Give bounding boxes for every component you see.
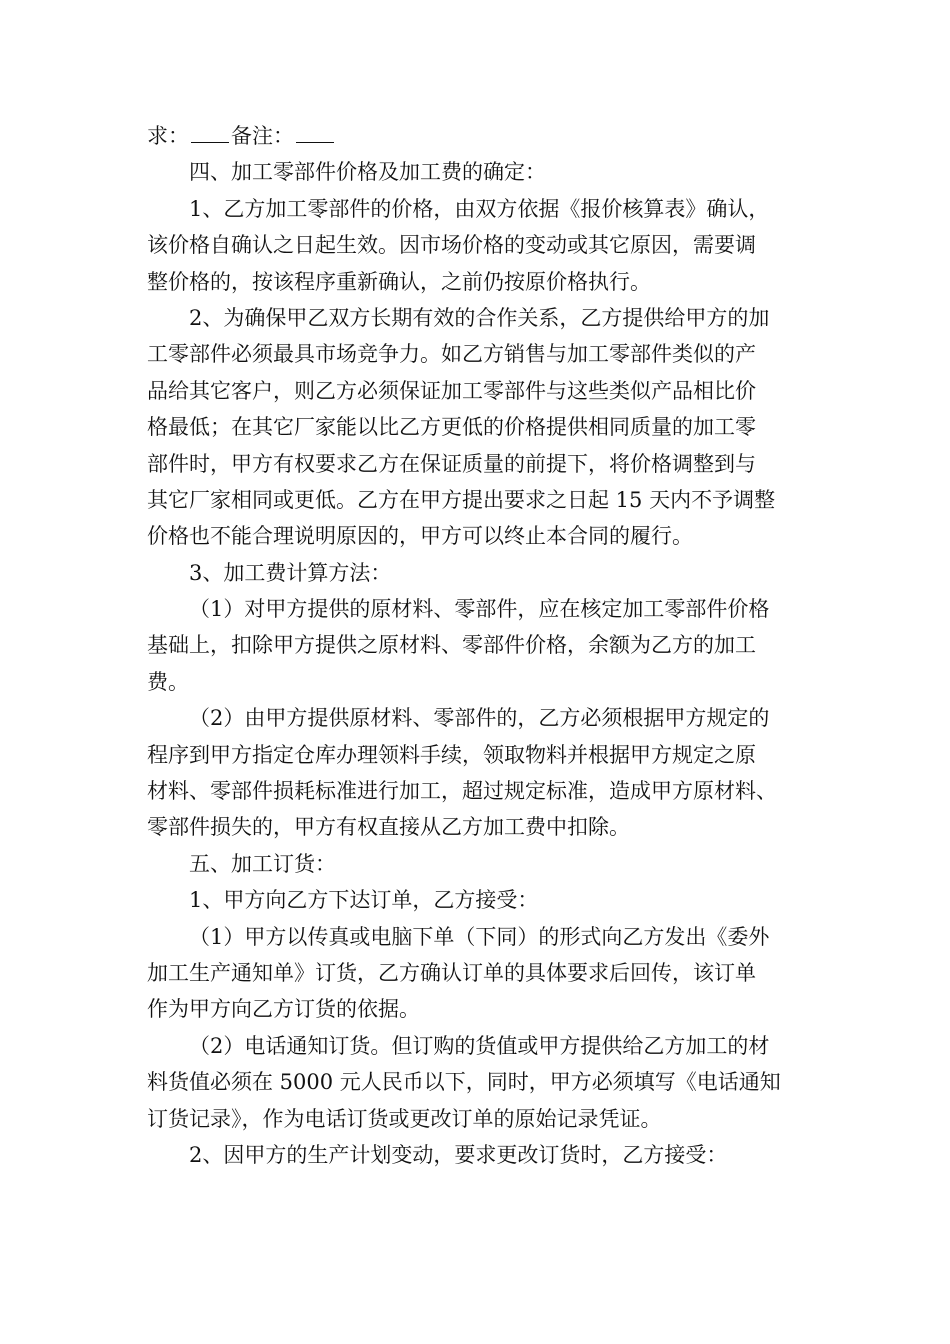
- paragraph-line: 1、乙方加工零部件的价格，由双方依据《报价核算表》确认，: [189, 196, 770, 221]
- text-segment: 备注：: [231, 124, 294, 148]
- paragraph-line: 工零部件必须最具市场竞争力。如乙方销售与加工零部件类似的产: [147, 342, 756, 367]
- remark-line: [147, 118, 809, 154]
- section-heading: 四、加工零部件价格及加工费的确定：: [189, 160, 546, 185]
- paragraph-line: （2）电话通知订货。但订购的货值或甲方提供给乙方加工的材: [189, 1033, 770, 1058]
- paragraph-line: 品给其它客户，则乙方必须保证加工零部件与这些类似产品相比价: [147, 378, 756, 403]
- paragraph-line: 2、因甲方的生产计划变动，要求更改订货时，乙方接受：: [189, 1142, 728, 1167]
- paragraph-line: 加工生产通知单》订货，乙方确认订单的具体要求后回传，该订单: [147, 960, 756, 985]
- paragraph-line: 费。: [147, 669, 189, 694]
- section-heading: 五、加工订货：: [189, 851, 336, 876]
- paragraph-line: 2、为确保甲乙双方长期有效的合作关系，乙方提供给甲方的加: [189, 305, 770, 330]
- paragraph-line: 程序到甲方指定仓库办理领料手续，领取物料并根据甲方规定之原: [147, 742, 756, 767]
- paragraph-line: 材料、零部件损耗标准进行加工，超过规定标准，造成甲方原材料、: [147, 779, 777, 804]
- paragraph-line: （1）对甲方提供的原材料、零部件，应在核定加工零部件价格: [189, 597, 770, 622]
- paragraph-line: 格最低；在其它厂家能以比乙方更低的价格提供相同质量的加工零: [147, 415, 756, 440]
- paragraph-line: （2）由甲方提供原材料、零部件的，乙方必须根据甲方规定的: [189, 706, 770, 731]
- paragraph-line: 作为甲方向乙方订货的依据。: [147, 997, 420, 1022]
- paragraph-line: 该价格自确认之日起生效。因市场价格的变动或其它原因，需要调: [147, 233, 756, 258]
- paragraph-line: 零部件损失的，甲方有权直接从乙方加工费中扣除。: [147, 815, 630, 840]
- paragraph-line: 部件时，甲方有权要求乙方在保证质量的前提下，将价格调整到与: [147, 451, 756, 476]
- paragraph-line: 整价格的，按该程序重新确认，之前仍按原价格执行。: [147, 269, 651, 294]
- paragraph-line: 料货值必须在 5000 元人民币以下，同时，甲方必须填写《电话通知: [147, 1070, 781, 1095]
- paragraph-line: （1）甲方以传真或电脑下单（下同）的形式向乙方发出《委外: [189, 924, 770, 949]
- paragraph-line: 1、甲方向乙方下达订单，乙方接受：: [189, 888, 539, 913]
- blank-field: [191, 122, 229, 143]
- paragraph-line: 其它厂家相同或更低。乙方在甲方提出要求之日起 15 天内不予调整: [147, 487, 776, 512]
- blank-field: [296, 122, 334, 143]
- text-segment: 求：: [147, 124, 189, 148]
- paragraph-line: 订货记录》，作为电话订货或更改订单的原始记录凭证。: [147, 1106, 662, 1131]
- paragraph-line: 基础上，扣除甲方提供之原材料、零部件价格，余额为乙方的加工: [147, 633, 756, 658]
- paragraph-line: 3、加工费计算方法：: [189, 560, 392, 585]
- paragraph-line: 价格也不能合理说明原因的，甲方可以终止本合同的履行。: [147, 524, 693, 549]
- document-body: [147, 118, 809, 1173]
